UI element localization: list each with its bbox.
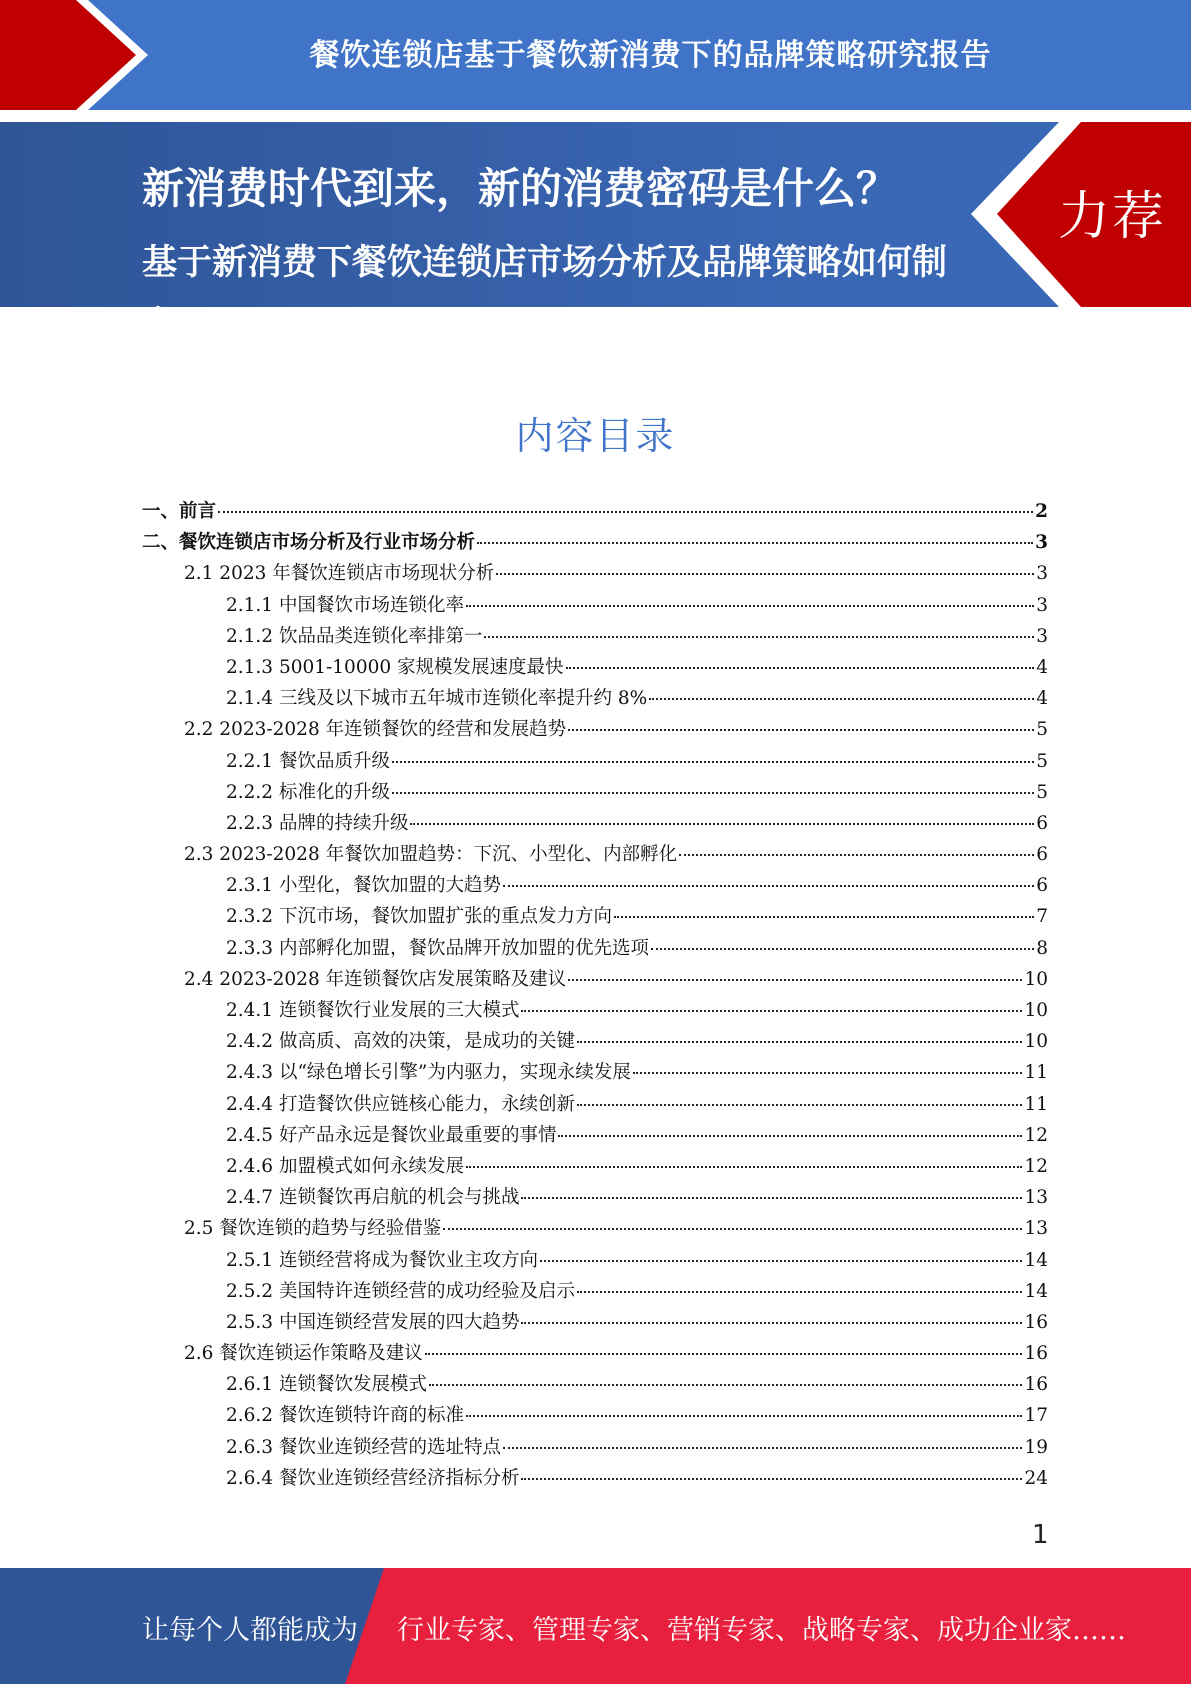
toc-entry-label: 2.6.3 餐饮业连锁经营的选址特点	[226, 1436, 501, 1458]
toc-entry-label: 2.5.2 美国特许连锁经营的成功经验及启示	[226, 1280, 575, 1302]
toc-entry-page: 5	[1036, 781, 1048, 803]
toc-entry-label: 2.1.1 中国餐饮市场连锁化率	[226, 594, 464, 616]
toc-entry[interactable]	[142, 934, 1048, 965]
toc-entry-label: 2.4.5 好产品永远是餐饮业最重要的事情	[226, 1124, 557, 1146]
toc-entry-label: 2.4.2 做高质、高效的决策，是成功的关键	[226, 1031, 575, 1053]
toc-entry-page: 19	[1024, 1436, 1048, 1458]
toc-entry-label: 2.3.3 内部孵化加盟，餐饮品牌开放加盟的优先选项	[226, 937, 649, 959]
toc-entry-page: 24	[1024, 1467, 1048, 1489]
toc-entry-label: 2.2.3 品牌的持续升级	[226, 812, 409, 834]
toc-entry-page: 6	[1036, 812, 1048, 834]
footer-slogan-left: 让每个人都能成为	[142, 1615, 358, 1646]
toc-dot-leader	[484, 636, 1034, 638]
toc-entry-page: 4	[1036, 688, 1048, 710]
toc-dot-leader	[566, 667, 1035, 669]
toc-dot-leader	[477, 542, 1033, 544]
toc-entry[interactable]	[142, 1027, 1048, 1058]
toc-entry-page: 10	[1024, 1000, 1048, 1021]
toc-entry[interactable]	[142, 528, 1048, 559]
toc-entry-label: 2.6.1 连锁餐饮发展模式	[226, 1374, 427, 1396]
toc-entry-page: 8	[1036, 937, 1048, 959]
toc-entry[interactable]	[142, 622, 1048, 653]
toc-entry[interactable]	[142, 1277, 1048, 1308]
toc-entry-page: 14	[1024, 1249, 1048, 1271]
toc-entry[interactable]	[142, 497, 1048, 528]
toc-entry[interactable]	[142, 1183, 1048, 1214]
toc-entry-label: 2.4.6 加盟模式如何永续发展	[226, 1155, 464, 1177]
toc-dot-leader	[503, 885, 1034, 887]
toc-entry-label: 2.5.3 中国连锁经营发展的四大趋势	[226, 1311, 520, 1333]
table-of-contents	[142, 497, 1048, 1495]
toc-dot-leader	[679, 854, 1034, 856]
toc-entry[interactable]	[142, 1246, 1048, 1277]
toc-entry[interactable]	[142, 1090, 1048, 1121]
toc-entry-label: 2.2 2023-2028 年连锁餐饮的经营和发展趋势	[184, 719, 567, 741]
toc-entry[interactable]	[142, 871, 1048, 902]
toc-entry-page: 12	[1024, 1124, 1048, 1146]
toc-entry[interactable]	[142, 1401, 1048, 1432]
toc-entry-page: 5	[1036, 750, 1048, 772]
toc-dot-leader	[577, 1291, 1022, 1293]
toc-entry[interactable]	[142, 965, 1048, 996]
toc-entry[interactable]	[142, 1339, 1048, 1370]
toc-dot-leader	[521, 1478, 1022, 1480]
footer	[0, 1568, 1191, 1684]
toc-entry-page: 11	[1024, 1093, 1048, 1115]
toc-entry[interactable]	[142, 653, 1048, 684]
toc-entry[interactable]	[142, 778, 1048, 809]
toc-entry-label: 一、前言	[142, 501, 217, 522]
toc-entry[interactable]	[142, 996, 1048, 1027]
toc-heading: 内容目录	[515, 414, 676, 458]
toc-entry-page: 3	[1036, 625, 1048, 647]
toc-entry[interactable]	[142, 1121, 1048, 1152]
toc-entry[interactable]	[142, 559, 1048, 590]
toc-entry-label: 2.6.2 餐饮连锁特许商的标准	[226, 1405, 464, 1427]
toc-entry-page: 11	[1024, 1062, 1048, 1084]
toc-entry-label: 2.3.1 小型化，餐饮加盟的大趋势	[226, 875, 501, 897]
toc-dot-leader	[496, 573, 1034, 575]
toc-entry[interactable]	[142, 1308, 1048, 1339]
toc-entry-page: 13	[1024, 1218, 1048, 1240]
toc-entry-label: 2.1.3 5001-10000 家规模发展速度最快	[226, 656, 564, 678]
toc-dot-leader	[521, 1010, 1022, 1012]
toc-entry[interactable]	[142, 1433, 1048, 1464]
toc-entry-page: 4	[1036, 656, 1048, 678]
toc-entry-page: 2	[1035, 501, 1048, 522]
top-banner	[0, 0, 1191, 110]
toc-dot-leader	[649, 698, 1034, 700]
toc-entry-page: 12	[1024, 1155, 1048, 1177]
toc-entry-label: 2.2.2 标准化的升级	[226, 781, 390, 803]
red-arrow-decoration	[0, 0, 160, 110]
toc-dot-leader	[577, 1041, 1022, 1043]
toc-entry-page: 5	[1036, 719, 1048, 741]
footer-slogan-right: 行业专家、管理专家、营销专家、战略专家、成功企业家……	[397, 1615, 1126, 1646]
toc-entry[interactable]	[142, 1058, 1048, 1089]
toc-dot-leader	[568, 729, 1034, 731]
toc-entry-page: 16	[1024, 1311, 1048, 1333]
toc-entry[interactable]	[142, 1370, 1048, 1401]
toc-entry-page: 6	[1036, 875, 1048, 897]
toc-dot-leader	[521, 1197, 1022, 1199]
toc-entry-label: 2.4.4 打造餐饮供应链核心能力，永续创新	[226, 1093, 575, 1115]
toc-entry[interactable]	[142, 840, 1048, 871]
toc-entry-page: 13	[1024, 1187, 1048, 1209]
toc-entry-label: 2.6.4 餐饮业连锁经营经济指标分析	[226, 1467, 520, 1489]
toc-entry-label: 2.6 餐饮连锁运作策略及建议	[184, 1343, 423, 1365]
toc-entry-label: 2.4.1 连锁餐饮行业发展的三大模式	[226, 1000, 520, 1021]
toc-entry-label: 2.2.1 餐饮品质升级	[226, 750, 390, 772]
toc-dot-leader	[540, 1260, 1022, 1262]
toc-entry-label: 2.5 餐饮连锁的趋势与经验借鉴	[184, 1218, 442, 1240]
toc-entry-label: 2.3.2 下沉市场，餐饮加盟扩张的重点发力方向	[226, 906, 612, 928]
toc-dot-leader	[443, 1228, 1022, 1230]
toc-entry-label: 2.1.4 三线及以下城市五年城市连锁化率提升约 8%	[226, 688, 648, 710]
toc-dot-leader	[568, 979, 1022, 981]
toc-entry-label: 2.3 2023-2028 年餐饮加盟趋势：下沉、小型化、内部孵化	[184, 844, 678, 866]
toc-entry-page: 3	[1035, 532, 1048, 554]
toc-entry-label: 2.4.7 连锁餐饮再启航的机会与挑战	[226, 1187, 520, 1209]
hero-subtitle: 基于新消费下餐饮连锁店市场分析及品牌策略如何制定？？？	[142, 243, 948, 345]
toc-entry-label: 2.1 2023 年餐饮连锁店市场现状分析	[184, 563, 495, 585]
toc-entry-page: 3	[1036, 563, 1048, 585]
hero-banner	[0, 122, 1191, 345]
toc-entry-page: 10	[1024, 968, 1048, 990]
toc-entry[interactable]	[142, 715, 1048, 746]
toc-dot-leader	[392, 761, 1034, 763]
toc-dot-leader	[466, 1166, 1022, 1168]
page-number: 1	[1032, 1520, 1049, 1550]
toc-dot-leader	[218, 511, 1033, 513]
toc-entry-label: 2.1.2 饮品品类连锁化率排第一	[226, 625, 483, 647]
toc-entry-label: 二、餐饮连锁店市场分析及行业市场分析	[142, 532, 476, 554]
toc-entry-page: 17	[1024, 1405, 1048, 1427]
toc-entry[interactable]	[142, 902, 1048, 933]
toc-dot-leader	[466, 1415, 1022, 1417]
toc-entry[interactable]	[142, 1152, 1048, 1183]
toc-dot-leader	[521, 1322, 1022, 1324]
toc-entry-label: 2.5.1 连锁经营将成为餐饮业主攻方向	[226, 1249, 538, 1271]
banner-title: 餐饮连锁店基于餐饮新消费下的品牌策略研究报告	[309, 38, 992, 73]
toc-entry[interactable]	[142, 1464, 1048, 1495]
toc-entry-page: 16	[1024, 1343, 1048, 1365]
toc-dot-leader	[614, 916, 1034, 918]
toc-dot-leader	[651, 948, 1034, 950]
recommend-badge-label: 力荐	[1058, 187, 1167, 247]
toc-entry[interactable]	[142, 1214, 1048, 1245]
toc-entry-label: 2.4 2023-2028 年连锁餐饮店发展策略及建议	[184, 968, 567, 990]
toc-entry[interactable]	[142, 591, 1048, 622]
toc-dot-leader	[425, 1353, 1023, 1355]
toc-entry-page: 7	[1036, 906, 1048, 928]
toc-entry-label: 2.4.3 以“绿色增长引擎”为内驱力，实现永续发展	[226, 1062, 631, 1084]
toc-dot-leader	[466, 605, 1034, 607]
toc-entry-page: 14	[1024, 1280, 1048, 1302]
toc-dot-leader	[558, 1135, 1022, 1137]
toc-dot-leader	[429, 1384, 1022, 1386]
toc-entry[interactable]	[142, 684, 1048, 715]
hero-title: 新消费时代到来，新的消费密码是什么？	[142, 164, 899, 213]
toc-entry-page: 6	[1036, 844, 1048, 866]
toc-entry-page: 10	[1024, 1031, 1048, 1053]
toc-dot-leader	[392, 792, 1034, 794]
toc-dot-leader	[503, 1447, 1022, 1449]
toc-entry-page: 3	[1036, 594, 1048, 616]
toc-entry[interactable]	[142, 747, 1048, 778]
toc-dot-leader	[410, 823, 1034, 825]
toc-entry[interactable]	[142, 809, 1048, 840]
toc-dot-leader	[633, 1072, 1023, 1074]
toc-dot-leader	[577, 1104, 1022, 1106]
toc-entry-page: 16	[1024, 1374, 1048, 1396]
